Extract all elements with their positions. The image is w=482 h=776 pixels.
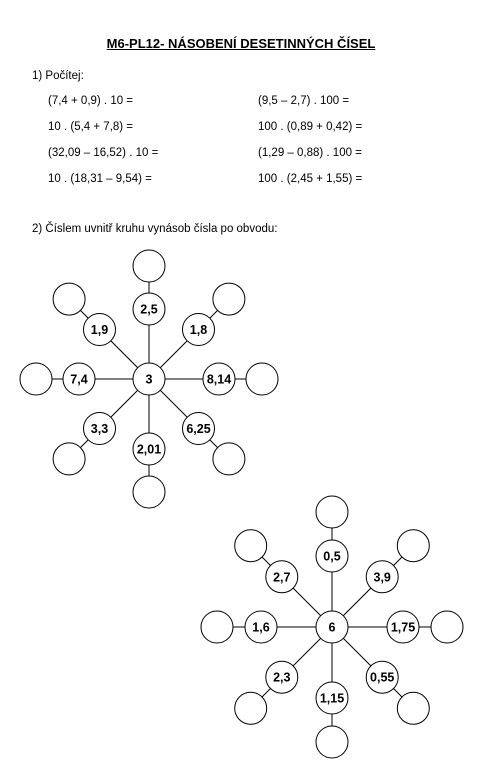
task1-left-4: 10 . (18,31 – 9,54) = bbox=[48, 173, 152, 185]
petal-number: 1,15 bbox=[319, 691, 345, 706]
petal-number: 3,9 bbox=[373, 570, 391, 585]
petal-number: 1,8 bbox=[189, 323, 208, 337]
petal-number: 2,5 bbox=[140, 302, 158, 317]
task1-left-1: (7,4 + 0,9) . 10 = bbox=[48, 95, 134, 107]
petal-number: 0,55 bbox=[370, 670, 395, 685]
answer-circle[interactable] bbox=[397, 692, 429, 724]
answer-circle[interactable] bbox=[133, 250, 165, 282]
flower-2 bbox=[201, 496, 463, 758]
answer-circle[interactable] bbox=[316, 496, 348, 528]
petal-number: 8,14 bbox=[206, 372, 232, 387]
petal-number: 1,75 bbox=[390, 620, 416, 635]
petal-number: 0,5 bbox=[323, 549, 341, 564]
petal-number: 2,7 bbox=[273, 570, 291, 585]
answer-circle[interactable] bbox=[53, 283, 85, 315]
task1-left-2: 10 . (5,4 + 7,8) = bbox=[48, 121, 134, 133]
center-number: 6 bbox=[328, 620, 336, 635]
answer-circle[interactable] bbox=[316, 726, 348, 758]
answer-circle[interactable] bbox=[213, 283, 245, 315]
answer-circle[interactable] bbox=[246, 363, 278, 395]
answer-circle[interactable] bbox=[53, 443, 85, 475]
answer-circle[interactable] bbox=[235, 692, 267, 724]
answer-circle[interactable] bbox=[133, 476, 165, 508]
answer-circle[interactable] bbox=[213, 443, 245, 475]
task2-label: 2) Číslem uvnitř kruhu vynásob čísla po obvodu: bbox=[32, 223, 278, 235]
task1-right-3: (1,29 – 0,88) . 100 = bbox=[258, 147, 362, 159]
petal-number: 7,4 bbox=[70, 372, 88, 387]
answer-circle[interactable] bbox=[20, 363, 52, 395]
petal-number: 2,01 bbox=[136, 442, 162, 457]
worksheet-title: M6-PL12- NÁSOBENÍ DESETINNÝCH ČÍSEL bbox=[106, 36, 376, 51]
answer-circle[interactable] bbox=[235, 530, 267, 562]
flower-1 bbox=[20, 250, 278, 508]
petal-number: 1,6 bbox=[252, 620, 270, 635]
center-number: 3 bbox=[145, 372, 153, 387]
task1-right-1: (9,5 – 2,7) . 100 = bbox=[258, 95, 350, 107]
task1-right-4: 100 . (2,45 + 1,55) = bbox=[258, 173, 363, 185]
task1-left-3: (32,09 – 16,52) . 10 = bbox=[48, 147, 159, 159]
petal-number: 1,9 bbox=[90, 323, 109, 337]
petal-number: 3,3 bbox=[90, 422, 109, 436]
answer-circle[interactable] bbox=[201, 611, 233, 643]
answer-circle[interactable] bbox=[431, 611, 463, 643]
answer-circle[interactable] bbox=[397, 530, 429, 562]
petal-number: 6,25 bbox=[186, 422, 211, 436]
petal-number: 2,3 bbox=[273, 670, 291, 685]
task1-label: 1) Počítej: bbox=[32, 70, 84, 82]
task1-right-2: 100 . (0,89 + 0,42) = bbox=[258, 121, 363, 133]
